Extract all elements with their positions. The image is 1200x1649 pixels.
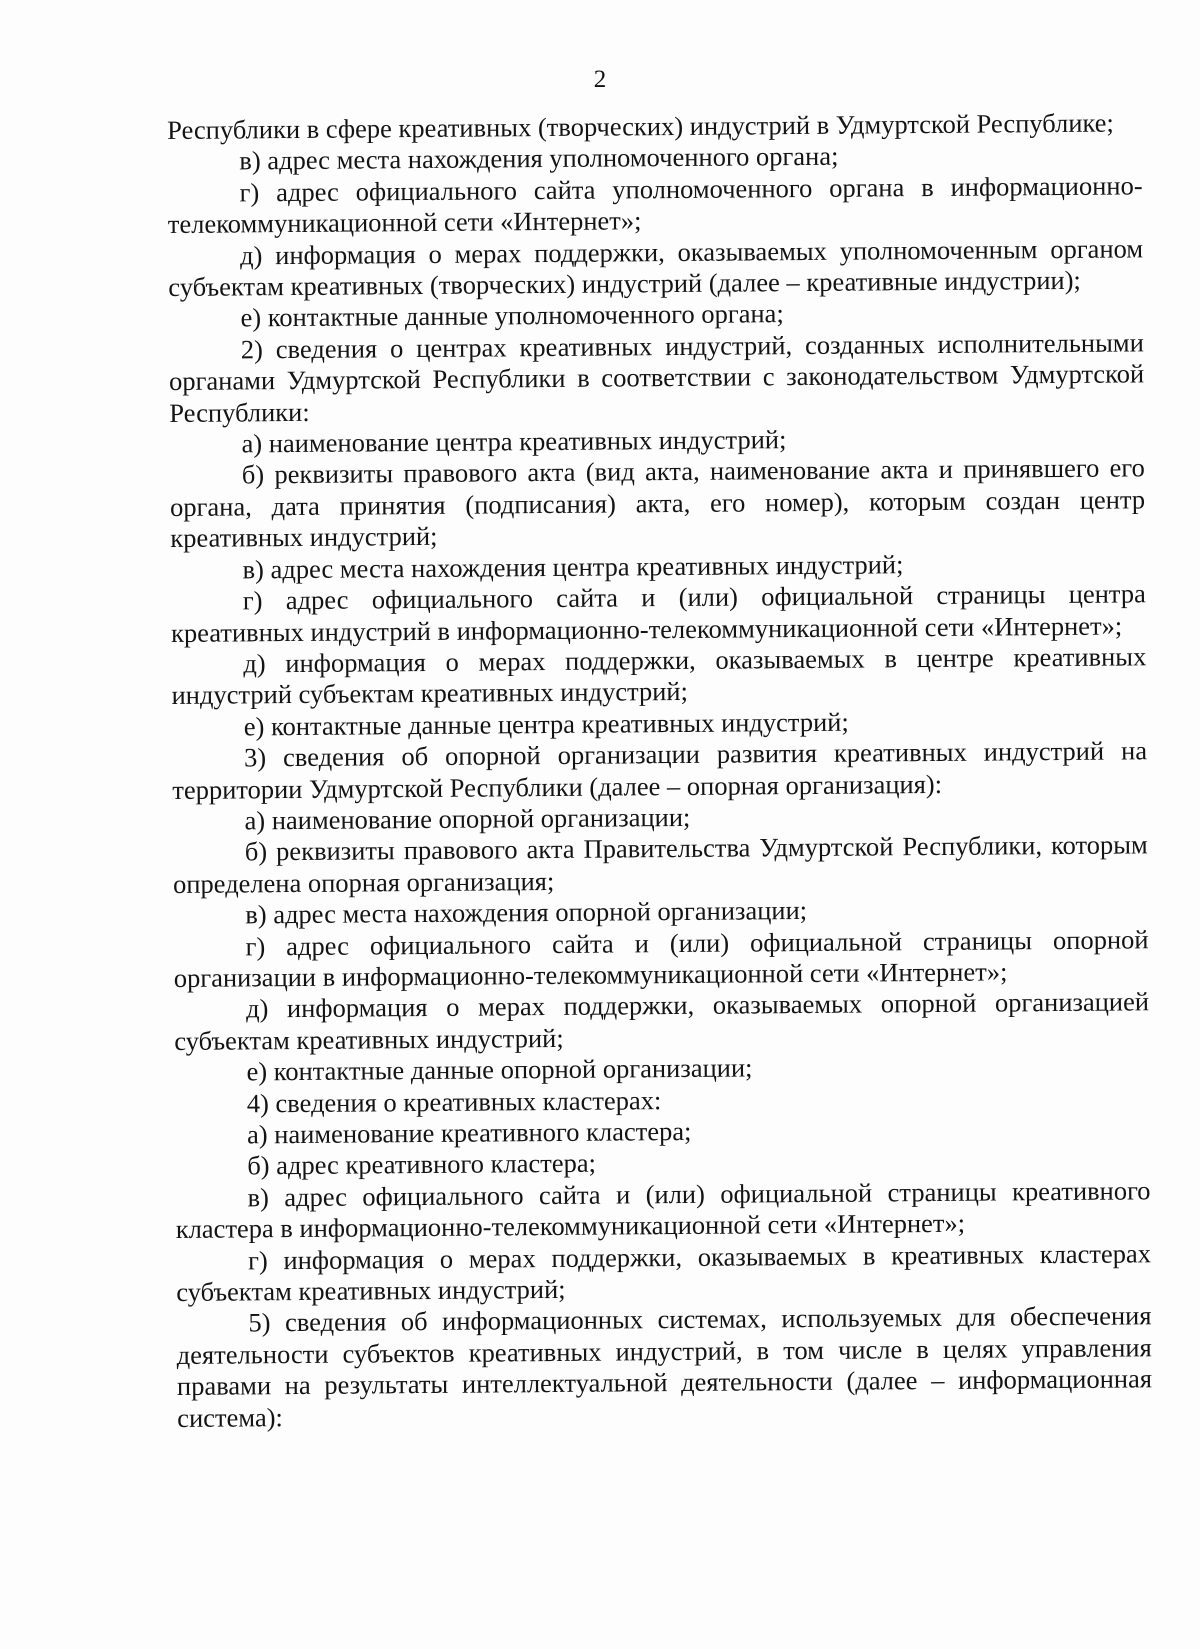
page-number: 2 <box>593 66 607 93</box>
paragraph-1g-website: г) адрес официального сайта уполномоченного органа в информационно-телекоммуникационной сети «Интернет»; <box>167 170 1143 240</box>
document-body <box>167 107 1152 1434</box>
paragraph-3-anchor-organization: 3) сведения об опорной организации развития креативных индустрий на территории Удмуртской Республики (далее – опорная организация): <box>172 735 1148 805</box>
paragraph-1e-contacts: е) контактные данные уполномоченного органа; <box>240 298 784 333</box>
paragraph-2a-name: а) наименование центра креативных индустрий; <box>241 424 787 459</box>
paragraph-3a-name: а) наименование опорной организации; <box>244 801 691 836</box>
paragraph-3g-website: г) адрес официального сайта и (или) официальной страницы опорной организации в информационно-телекоммуникационной сети «Интернет»; <box>173 923 1149 993</box>
paragraph-3b-legal-act: б) реквизиты правового акта Правительства Удмуртской Республики, которым определена опорная организация; <box>172 829 1148 899</box>
paragraph-continuation: Республики в сфере креативных (творческих) индустрий в Удмуртской Республике; <box>167 107 1114 145</box>
paragraph-2e-contacts: е) контактные данные центра креативных индустрий; <box>243 706 849 742</box>
paragraph-4b-address: б) адрес креативного кластера; <box>247 1148 597 1181</box>
paragraph-4v-website: в) адрес официального сайта и (или) официальной страницы креативного кластера в информационно-телекоммуникационной сети «Интернет»; <box>175 1175 1151 1245</box>
paragraph-5-information-systems: 5) сведения об информационных системах, используемых для обеспечения деятельности субъектов креативных индустрий, в том числе в целях управления правами на результаты интеллектуальной деятельности (далее – информационная система): <box>176 1300 1153 1433</box>
paragraph-3d-support-measures: д) информация о мерах поддержки, оказываемых опорной организацией субъектам креативных индустрий; <box>174 986 1150 1056</box>
paragraph-3v-address: в) адрес места нахождения опорной организации; <box>245 895 808 930</box>
paragraph-1v-address: в) адрес места нахождения уполномоченного органа; <box>239 141 839 176</box>
paragraph-4-clusters: 4) сведения о креативных кластерах: <box>246 1084 662 1118</box>
paragraph-2b-legal-act: б) реквизиты правового акта (вид акта, наименование акта и принявшего его органа, дата принятия (подписания) акта, его номер), которым создан центр креативных индустрий; <box>169 452 1146 554</box>
paragraph-2-centers: 2) сведения о центрах креативных индустрий, созданных исполнительными органами Удмуртской Республики в соответствии с законодательством Удмуртской Республики: <box>168 327 1145 428</box>
paragraph-2d-support-measures: д) информация о мерах поддержки, оказываемых в центре креативных индустрий субъектам креативных индустрий; <box>171 641 1147 711</box>
paragraph-1d-support-measures: д) информация о мерах поддержки, оказываемых уполномоченным органом субъектам креативных (творческих) индустрий (далее – креативные индустрии); <box>168 232 1144 303</box>
paragraph-2v-address: в) адрес места нахождения центра креативных индустрий; <box>242 548 904 585</box>
paragraph-2g-website: г) адрес официального сайта и (или) официальной страницы центра креативных индустрий в информационно-телекоммуникационной сети «Интернет»; <box>170 578 1146 648</box>
paragraph-4g-support-measures: г) информация о мерах поддержки, оказываемых в креативных кластерах субъектам креативных индустрий; <box>176 1237 1152 1307</box>
paragraph-4a-name: а) наименование креативного кластера; <box>246 1115 692 1150</box>
paragraph-3e-contacts: е) контактные данные опорной организации; <box>246 1052 753 1087</box>
